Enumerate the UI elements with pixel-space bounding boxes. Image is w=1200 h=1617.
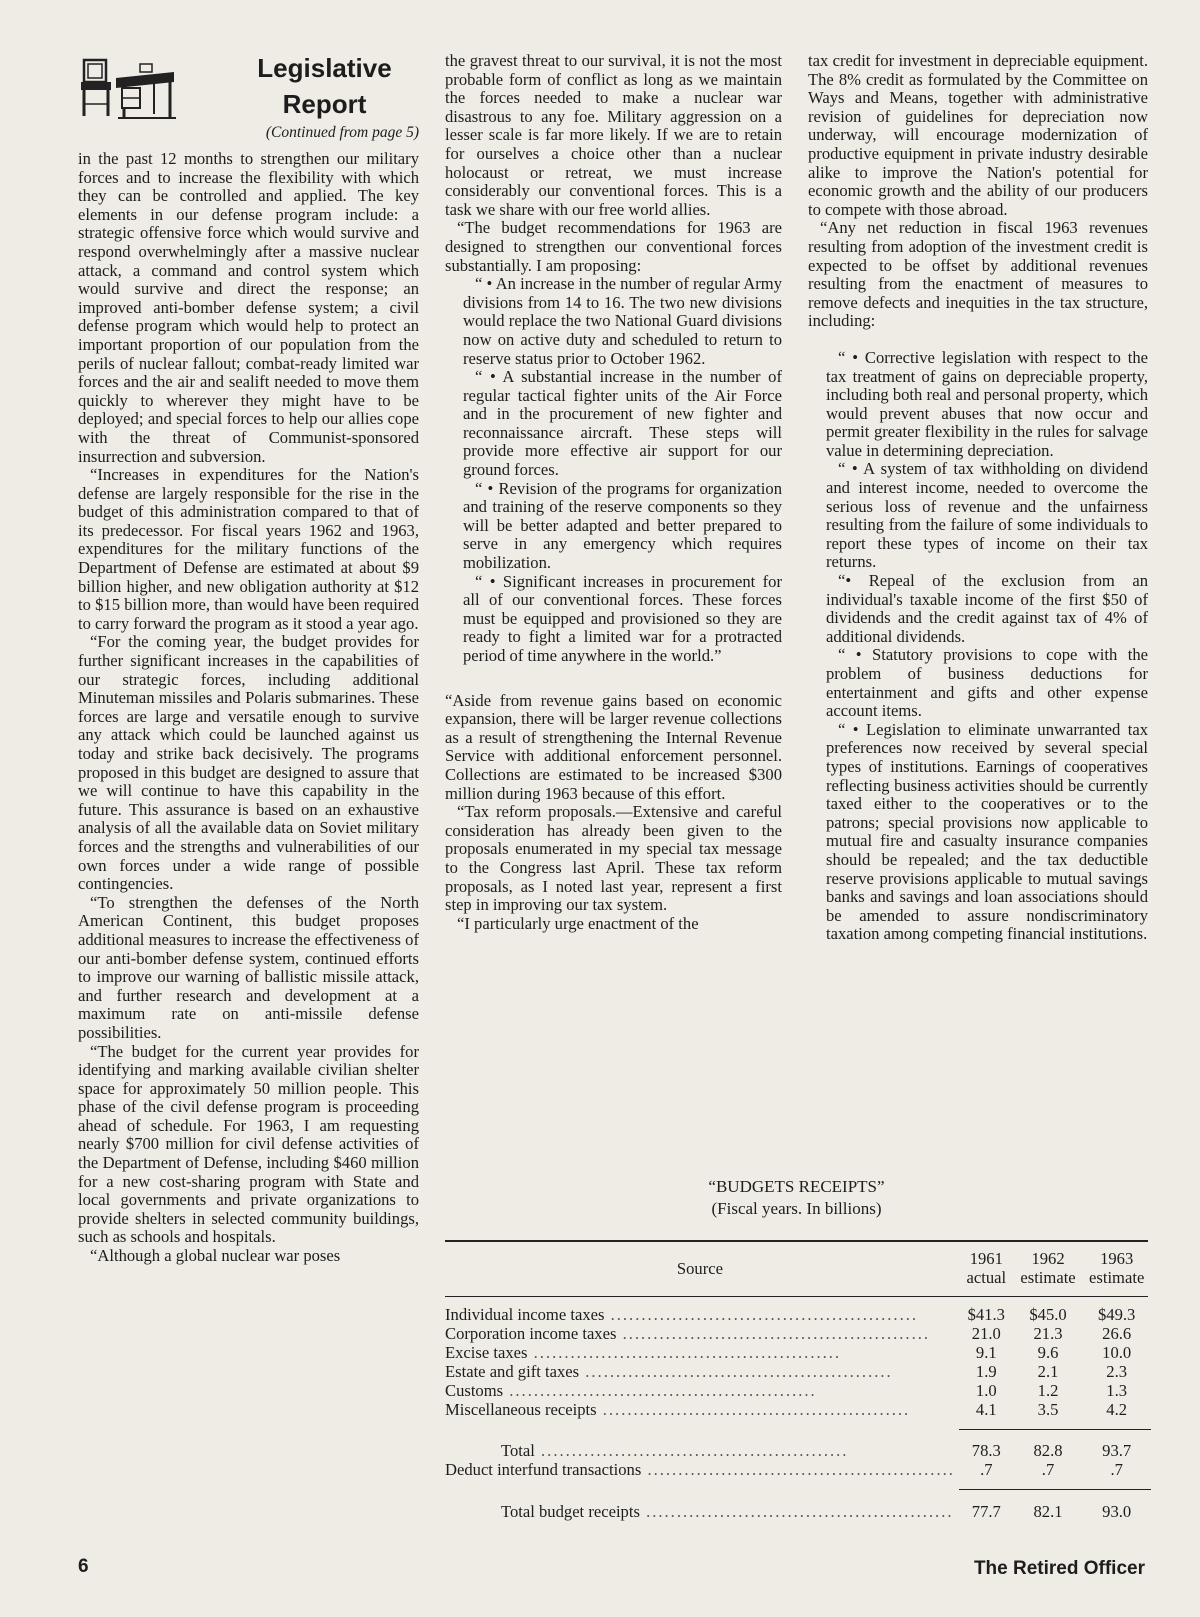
deduct-row xyxy=(441,1460,1151,1479)
row-label xyxy=(441,1489,959,1521)
bullet-paragraph: “ • A substantial increase in the number of regular tactical fighter units of the Air Force and in the procurement of new fighter and reconnaissance aircraft. These steps will provide more effective air support for our ground forces. xyxy=(463,367,782,480)
col-header-kind: estimate xyxy=(1089,1268,1145,1287)
row-label xyxy=(441,1296,959,1324)
row-label xyxy=(441,1400,959,1419)
row-label xyxy=(441,1430,959,1460)
desk-chair-icon xyxy=(78,52,178,122)
value-cell: 1.3 xyxy=(1106,1381,1128,1400)
budget-receipts-table xyxy=(441,1240,1151,1521)
paragraph: “Increases in expenditures for the Nation's defense are largely responsible for the rise in the budget of this administration compared to that of its predecessor. For fiscal years 1962 and 1963, expenditures for the military functions of the Department of Defense are estimated at about $9 billion higher, and new obligation authority at $12 to $15 billion more, than would have been required to carry forward the program as it stood a year ago. xyxy=(78,465,419,633)
table-row xyxy=(441,1324,1151,1343)
spacer-row xyxy=(441,1419,1151,1430)
value-cell: 4.2 xyxy=(1106,1400,1128,1419)
page-number: 6 xyxy=(78,1556,89,1577)
col-header-1963 xyxy=(1082,1240,1151,1296)
value-cell: .7 xyxy=(1110,1459,1123,1479)
table-header-row xyxy=(441,1240,1151,1296)
value-cell: $49.3 xyxy=(1098,1305,1136,1324)
row-label xyxy=(441,1362,959,1381)
paragraph: “The budget for the current year provides for identifying and marking available civilian shelter space for approximately 50 million people. This phase of the civil defense program is proceeding ahead of schedule. For 1963, I am requesting nearly $700 million for civil defense activities of the Department of Defense, including $460 million for a new cost-sharing program with State and local governments and private organizations to provide shelters in selected community buildings, such as schools and hospitals. xyxy=(78,1041,419,1247)
leader-dots: .................................................. xyxy=(527,1343,842,1362)
table-row xyxy=(441,1400,1151,1419)
row-label-text: Individual income taxes xyxy=(445,1305,605,1324)
value-cell: 78.3 xyxy=(971,1440,1001,1460)
value-cell: 3.5 xyxy=(1037,1400,1059,1419)
leader-dots: .................................................. xyxy=(579,1362,893,1381)
value-cell: 10.0 xyxy=(1102,1343,1132,1362)
title-line-2: Report xyxy=(282,89,367,119)
row-label-text: Total xyxy=(501,1440,535,1460)
paragraph: in the past 12 months to strengthen our military forces and to increase the flexibility with which they can be controlled and applied. The key elements in our defense program include: a strategic offensive force which would survive and respond overwhelmingly after a massive nuclear attack, a command and control system which would survive and direct the response; an improved anti-bomber defense system; a civil defense program which would help to protect an important proportion of our population from the perils of nuclear fallout; combat-ready limited war forces and the air and sealift needed to move them quickly to wherever they might have to be deployed; and special forces to help our allies cope with the threat of Communist-sponsored insurrection and subversion. xyxy=(78,149,419,466)
leader-dots: .................................................. xyxy=(616,1324,931,1343)
value-cell: 93.7 xyxy=(1102,1440,1132,1460)
row-label-text: Total budget receipts xyxy=(501,1502,640,1521)
value-cell: 1.0 xyxy=(975,1381,997,1400)
leader-dots: .................................................. xyxy=(639,1502,954,1521)
row-label xyxy=(441,1460,959,1479)
paragraph-gap xyxy=(808,331,1148,349)
bullet-paragraph: “ • Statutory provisions to cope with the problem of business deductions for entertainment and gifts and other expense account items. xyxy=(826,645,1148,721)
column-3 xyxy=(808,52,1148,944)
value-cell: 93.0 xyxy=(1102,1502,1132,1521)
column-1 xyxy=(78,150,419,1266)
leader-dots: .................................................. xyxy=(503,1381,817,1400)
value-cell: 21.3 xyxy=(1033,1324,1063,1343)
value-cell: $41.3 xyxy=(967,1305,1005,1324)
row-label xyxy=(441,1343,959,1362)
row-label-text: Customs xyxy=(445,1381,504,1400)
paragraph: “The budget recommendations for 1963 are designed to strengthen our conventional forces substantially. I am proposing: xyxy=(445,218,782,275)
column-2 xyxy=(445,52,782,933)
row-label xyxy=(441,1324,959,1343)
paragraph: the gravest threat to our survival, it is not the most probable form of conflict as long as we maintain the forces needed to make a nuclear war disastrous to any foe. Military aggression on a lesser scale is far more likely. If we are to retain for ourselves a choice other than a nuclear holocaust or retreat, we must increase considerably our conventional forces. This is a task we share with our free world allies. xyxy=(445,51,782,219)
table-row xyxy=(441,1343,1151,1362)
spacer-row xyxy=(441,1479,1151,1490)
col-header-1961 xyxy=(959,1240,1014,1296)
bullet-paragraph: “ • An increase in the number of regular Army divisions from 14 to 16. The two new divisions would replace the two National Guard divisions now on active duty and scheduled to return to reserve status prior to October 1962. xyxy=(463,274,782,368)
bullet-paragraph: “ • Significant increases in procurement for all of our conventional forces. These forces must be equipped and provisioned so they are ready to fight a limited war for a protracted period of time anywhere in the world.” xyxy=(463,571,782,665)
table-row xyxy=(441,1381,1151,1400)
paragraph: “For the coming year, the budget provides for further significant increases in the capabilities of our strategic forces, including additional Minuteman missiles and Polaris submarines. These forces are large and versatile enough to survive any attack which could be launched against us today and strike back decisively. The programs proposed in this budget are designed to assure that we will continue to have this capability in the future. This assurance is based on an exhaustive analysis of all the available data on Soviet military forces and the strengths and vulnerabilities of our own forces under a wide range of possible contingencies. xyxy=(78,632,419,894)
paragraph: “Tax reform proposals.—Extensive and careful consideration has already been given to the proposals enumerated in my special tax message to the Congress last April. These tax reform proposals, as I noted last year, represent a first step in improving our tax system. xyxy=(445,802,782,915)
value-cell: 21.0 xyxy=(971,1324,1001,1343)
bullet-paragraph: “ • Legislation to eliminate unwarranted tax preferences now received by several special types of institutions. Earnings of cooperatives reflecting business activities should be currently taxed either to the cooperatives or to the patrons; special provisions now applicable to mutual fire and casualty insurance companies should be repealed; and the tax deductible reserve provisions applicable to mutual savings banks and savings and loan associations should be amended to assure nondiscriminatory taxation among competing financial institutions. xyxy=(826,719,1148,944)
value-cell: 9.1 xyxy=(975,1343,997,1362)
value-cell: 2.3 xyxy=(1106,1362,1128,1381)
col-header-1962 xyxy=(1014,1240,1083,1296)
section-title xyxy=(230,50,419,122)
table-title: “BUDGETS RECEIPTS” xyxy=(708,1177,885,1196)
row-label-text: Excise taxes xyxy=(445,1343,528,1362)
row-label-text: Miscellaneous receipts xyxy=(445,1400,597,1419)
value-cell: 2.1 xyxy=(1037,1362,1059,1381)
bullet-paragraph: “ • Corrective legislation with respect to the tax treatment of gains on depreciable property, including both real and personal property, which would prevent abuses that now occur and permit greater flexibility in the rules for salvage value in determining depreciation. xyxy=(826,347,1148,460)
paragraph: “Any net reduction in fiscal 1963 revenues resulting from adoption of the investment credit is expected to be offset by additional revenues resulting from the enactment of measures to remove defects and inequities in the tax structure, including: xyxy=(808,218,1148,331)
col-header-year: 1961 xyxy=(969,1249,1003,1268)
leader-dots: .................................................. xyxy=(604,1305,919,1324)
paragraph: “I particularly urge enactment of the xyxy=(457,913,699,933)
table-row xyxy=(441,1296,1151,1324)
col-header-kind: estimate xyxy=(1020,1268,1076,1287)
value-cell: 1.2 xyxy=(1037,1381,1059,1400)
leader-dots: .................................................. xyxy=(534,1440,849,1460)
value-cell: 82.1 xyxy=(1033,1502,1063,1521)
col-header-year: 1963 xyxy=(1100,1249,1134,1268)
value-cell: 26.6 xyxy=(1102,1324,1132,1343)
row-label-text: Corporation income taxes xyxy=(445,1324,617,1343)
grand-total-row xyxy=(441,1489,1151,1521)
paragraph: tax credit for investment in depreciable equipment. The 8% credit as formulated by the Committee on Ways and Means, together with administrative revision of guidelines for depreciation now underway, will encourage modernization of productive equipment in private industry desirable alike to improve the Nation's potential for economic growth and the ability of our producers to compete with those abroad. xyxy=(808,51,1148,219)
leader-dots: .................................................. xyxy=(596,1400,911,1419)
value-cell: 82.8 xyxy=(1033,1440,1063,1460)
value-cell: 77.7 xyxy=(971,1502,1001,1521)
magazine-name: The Retired Officer xyxy=(973,1558,1145,1579)
bullet-paragraph: “ • Revision of the programs for organization and training of the reserve components so they will be better adapted and better prepared to serve in any emergency which requires mobilization. xyxy=(463,478,782,573)
leader-dots: .................................................. xyxy=(641,1459,955,1479)
paragraph-gap xyxy=(445,666,782,692)
source-header: Source xyxy=(676,1258,723,1278)
col-header-kind: actual xyxy=(966,1268,1007,1287)
continued-note: (Continued from page 5) xyxy=(265,124,419,141)
value-cell: 1.9 xyxy=(975,1362,997,1381)
col-header-year: 1962 xyxy=(1031,1249,1065,1268)
row-label-text: Deduct interfund transactions xyxy=(445,1459,642,1479)
paragraph: “Aside from revenue gains based on economic expansion, there will be larger revenue collections as a result of strengthening the Internal Revenue Service with additional enforcement personnel. Collections are estimated to be increased $300 million during 1963 because of this effort. xyxy=(445,690,782,803)
bullet-paragraph: “• Repeal of the exclusion from an individual's taxable income of the first $50 of dividends and the credit against tax of 4% of additional dividends. xyxy=(826,571,1148,646)
paragraph: “To strengthen the defenses of the North American Continent, this budget proposes additional measures to increase the effectiveness of our anti-bomber defense system, continued efforts to improve our warning of ballistic missile attack, and further research and development at a maximum rate on anti-missile defense possibilities. xyxy=(78,892,419,1042)
value-cell: .7 xyxy=(980,1459,993,1479)
value-cell: $45.0 xyxy=(1029,1305,1067,1324)
table-row xyxy=(441,1362,1151,1381)
value-cell: .7 xyxy=(1041,1459,1055,1479)
table-subtitle: (Fiscal years. In billions) xyxy=(711,1199,882,1218)
table-heading xyxy=(445,1176,1148,1220)
value-cell: 4.1 xyxy=(975,1400,997,1419)
row-label-text: Estate and gift taxes xyxy=(445,1362,580,1381)
bullet-paragraph: “ • A system of tax withholding on dividend and interest income, needed to overcome the serious loss of revenue and the unfairness resulting from the failure of some individuals to report these types of income on their tax returns. xyxy=(826,459,1148,572)
paragraph: “Although a global nuclear war poses xyxy=(90,1246,341,1266)
title-line-1: Legislative xyxy=(257,53,392,83)
row-label xyxy=(441,1381,959,1400)
value-cell: 9.6 xyxy=(1037,1343,1059,1362)
section-header xyxy=(78,46,419,146)
table-body xyxy=(441,1296,1151,1521)
total-row xyxy=(441,1430,1151,1460)
